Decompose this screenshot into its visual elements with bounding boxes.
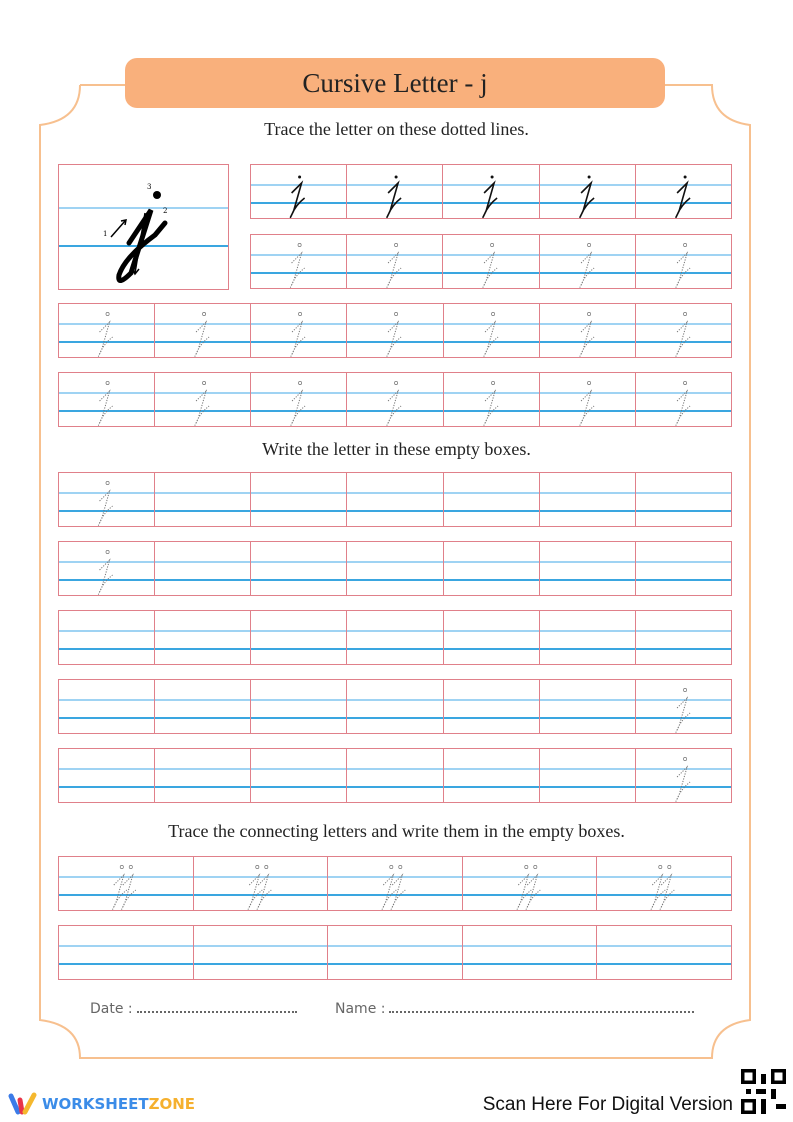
- writing-box[interactable]: [250, 611, 346, 664]
- dotted-j-glyph: [636, 373, 731, 426]
- write-row: [58, 541, 732, 596]
- writing-box[interactable]: [462, 926, 597, 979]
- writing-box[interactable]: [250, 473, 346, 526]
- trace-box[interactable]: [251, 235, 346, 288]
- writing-box[interactable]: [250, 542, 346, 595]
- scan-text: Scan Here For Digital Version: [482, 1094, 733, 1115]
- writing-box[interactable]: [250, 749, 346, 802]
- trace-box[interactable]: [193, 857, 328, 910]
- dotted-jj-glyph: [194, 857, 328, 910]
- write-row: [58, 610, 732, 665]
- name-field[interactable]: [335, 999, 694, 1017]
- trace-box[interactable]: [59, 857, 193, 910]
- trace-box[interactable]: [539, 235, 635, 288]
- writing-box[interactable]: [443, 680, 539, 733]
- trace-box[interactable]: [462, 857, 597, 910]
- dotted-j-glyph: [636, 680, 731, 733]
- letter-sample-box[interactable]: [442, 165, 538, 218]
- writing-box[interactable]: [539, 542, 635, 595]
- trace-box[interactable]: [635, 680, 731, 733]
- worksheetzone-logo-icon: [8, 1092, 38, 1116]
- trace-box[interactable]: [635, 373, 731, 426]
- dotted-j-glyph: [251, 373, 346, 426]
- write-instruction: Write the letter in these empty boxes.: [262, 439, 531, 459]
- writing-box[interactable]: [596, 926, 731, 979]
- trace-box[interactable]: [443, 373, 539, 426]
- writing-box[interactable]: [539, 680, 635, 733]
- dotted-j-glyph: [59, 304, 154, 357]
- writing-box[interactable]: [59, 680, 154, 733]
- letter-sample-box[interactable]: [635, 165, 731, 218]
- writing-box[interactable]: [250, 680, 346, 733]
- trace-box[interactable]: [443, 304, 539, 357]
- trace-full-row: [58, 372, 732, 427]
- dotted-j-glyph: [347, 373, 442, 426]
- dotted-j-glyph: [59, 542, 154, 595]
- writing-box[interactable]: [59, 749, 154, 802]
- writing-box[interactable]: [443, 473, 539, 526]
- trace-box[interactable]: [327, 857, 462, 910]
- dotted-j-glyph: [444, 373, 539, 426]
- writing-box[interactable]: [154, 473, 250, 526]
- solid-j-glyph: [347, 165, 442, 218]
- writing-box[interactable]: [327, 926, 462, 979]
- trace-box[interactable]: [539, 373, 635, 426]
- letter-sample-box[interactable]: [346, 165, 442, 218]
- dotted-jj-glyph: [328, 857, 462, 910]
- dotted-j-glyph: [444, 304, 539, 357]
- dotted-j-glyph: [540, 235, 635, 288]
- writing-box[interactable]: [635, 542, 731, 595]
- writing-box[interactable]: [346, 749, 442, 802]
- solid-j-glyph: [540, 165, 635, 218]
- solid-j-glyph: [443, 165, 538, 218]
- writing-box[interactable]: [346, 611, 442, 664]
- trace-box[interactable]: [539, 304, 635, 357]
- svg-text:2: 2: [163, 207, 168, 215]
- svg-text:3: 3: [147, 183, 152, 191]
- brand-logo: WORKSHEET ZONE: [8, 1092, 195, 1116]
- writing-box[interactable]: [635, 473, 731, 526]
- dotted-j-glyph: [347, 235, 442, 288]
- dotted-jj-glyph: [597, 857, 731, 910]
- write-row: [58, 472, 732, 527]
- dotted-j-glyph: [636, 235, 731, 288]
- dotted-j-glyph: [59, 373, 154, 426]
- trace-box[interactable]: [635, 235, 731, 288]
- trace-top-row: [250, 164, 732, 219]
- writing-box[interactable]: [346, 680, 442, 733]
- trace-box[interactable]: [346, 304, 442, 357]
- svg-text:1: 1: [103, 230, 108, 238]
- writing-box[interactable]: [443, 542, 539, 595]
- trace-box[interactable]: [59, 304, 154, 357]
- connect-row: [58, 856, 732, 911]
- dotted-j-glyph: [540, 304, 635, 357]
- dotted-j-glyph: [251, 235, 346, 288]
- writing-box[interactable]: [443, 749, 539, 802]
- trace-box[interactable]: [596, 857, 731, 910]
- trace-box[interactable]: [442, 235, 538, 288]
- write-row: [58, 748, 732, 803]
- dotted-j-glyph: [155, 304, 250, 357]
- dotted-j-glyph: [636, 749, 731, 802]
- writing-box[interactable]: [154, 611, 250, 664]
- writing-box[interactable]: [539, 473, 635, 526]
- trace-box[interactable]: [59, 473, 154, 526]
- solid-j-glyph: [251, 165, 346, 218]
- dotted-jj-glyph: [463, 857, 597, 910]
- trace-top-row: [250, 234, 732, 289]
- dotted-j-glyph: [155, 373, 250, 426]
- writing-box[interactable]: [154, 749, 250, 802]
- name-label: Name :: [335, 1001, 386, 1017]
- date-label: Date :: [90, 1001, 133, 1017]
- dotted-j-glyph: [251, 304, 346, 357]
- writing-box[interactable]: [539, 749, 635, 802]
- trace-box[interactable]: [59, 542, 154, 595]
- connect-row: [58, 925, 732, 980]
- trace-box[interactable]: [346, 235, 442, 288]
- trace-box[interactable]: [635, 304, 731, 357]
- trace-box[interactable]: [59, 373, 154, 426]
- stroke-order-letter-j: [59, 165, 230, 291]
- dotted-j-glyph: [636, 304, 731, 357]
- writing-box[interactable]: [346, 542, 442, 595]
- writing-box[interactable]: [193, 926, 328, 979]
- qr-code-icon[interactable]: [741, 1069, 786, 1114]
- writing-box[interactable]: [59, 926, 193, 979]
- writing-box[interactable]: [635, 611, 731, 664]
- date-field[interactable]: [90, 999, 297, 1017]
- page-title: Cursive Letter - j: [125, 58, 665, 108]
- trace-full-row: [58, 303, 732, 358]
- trace-instruction: Trace the letter on these dotted lines.: [264, 119, 529, 139]
- dotted-jj-glyph: [59, 857, 193, 910]
- writing-box[interactable]: [154, 680, 250, 733]
- dotted-j-glyph: [443, 235, 538, 288]
- writing-box[interactable]: [59, 611, 154, 664]
- writing-box[interactable]: [346, 473, 442, 526]
- dotted-j-glyph: [59, 473, 154, 526]
- example-letter-box: [58, 164, 229, 290]
- writing-box[interactable]: [154, 542, 250, 595]
- trace-box[interactable]: [346, 373, 442, 426]
- trace-box[interactable]: [154, 373, 250, 426]
- solid-j-glyph: [636, 165, 731, 218]
- writing-box[interactable]: [539, 611, 635, 664]
- trace-box[interactable]: [250, 373, 346, 426]
- dotted-j-glyph: [347, 304, 442, 357]
- trace-box[interactable]: [154, 304, 250, 357]
- trace-box[interactable]: [635, 749, 731, 802]
- letter-sample-box[interactable]: [539, 165, 635, 218]
- write-row: [58, 679, 732, 734]
- connect-instruction: Trace the connecting letters and write them in the empty boxes.: [168, 821, 625, 841]
- letter-sample-box[interactable]: [251, 165, 346, 218]
- dotted-j-glyph: [540, 373, 635, 426]
- trace-box[interactable]: [250, 304, 346, 357]
- writing-box[interactable]: [443, 611, 539, 664]
